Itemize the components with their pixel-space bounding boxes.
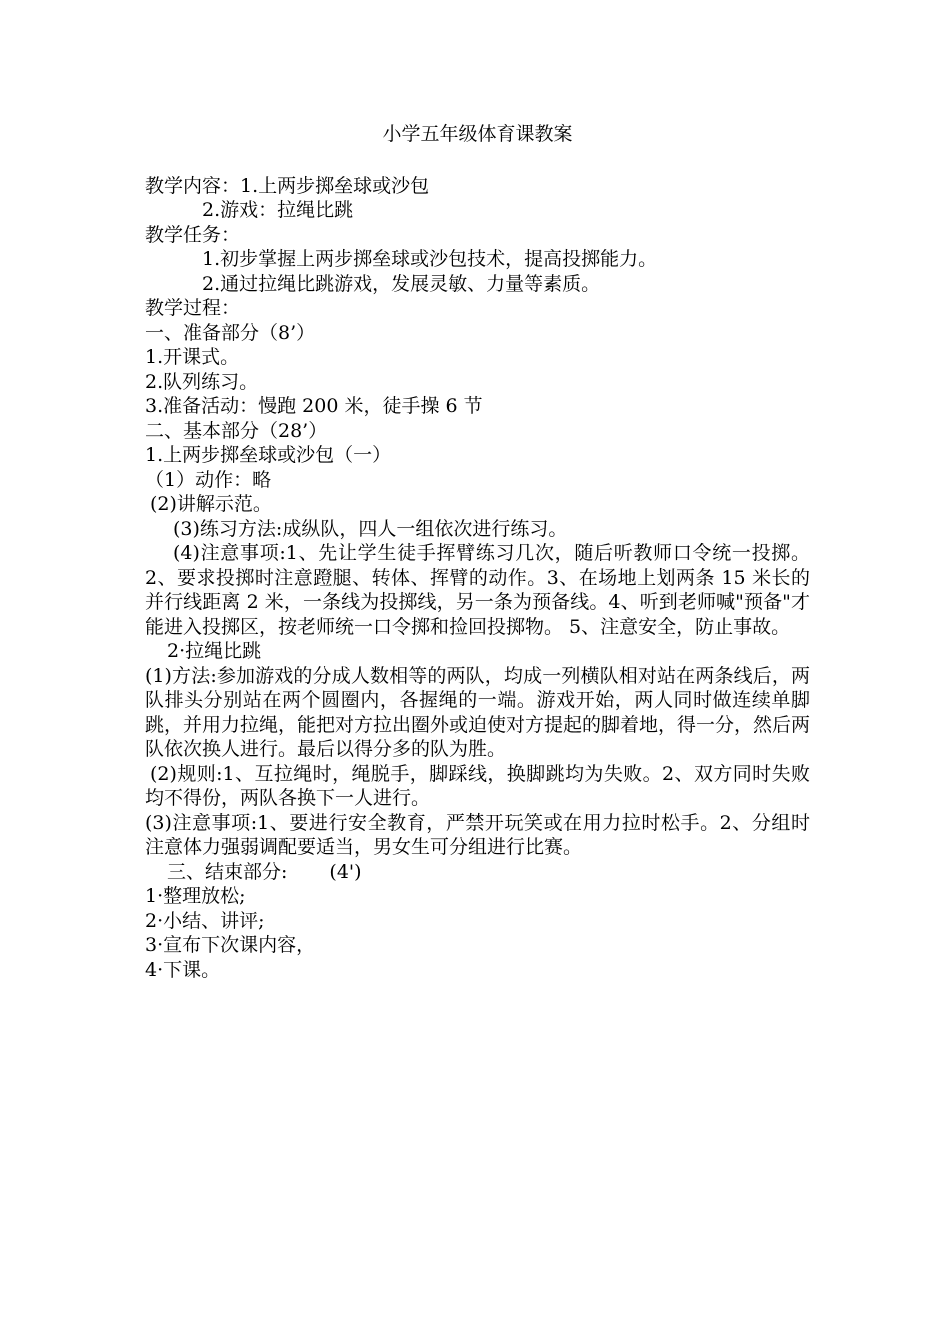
part2-sub1-b: (2)讲解示范。	[150, 493, 272, 515]
content-line-2: 2.游戏：拉绳比跳	[202, 199, 354, 221]
part2-sub1-d: (4)注意事项:1、先让学生徒手挥臂练习几次，随后听教师口令统一投掷。2、要求投掷时注意蹬腿、转体、挥臂的动作。3、在场地上划两条 15 米长的并行线距离 2 米，一条线为投掷线，另一条为预备线。4、听到老师喊"预备"才能进入投掷区，按老师统一口令掷和捡回投掷物。 5、注意安全，防止事故。	[145, 542, 810, 638]
part3-item-3: 3·宣布下次课内容，	[145, 934, 316, 956]
part2-sub2-heading: 2·拉绳比跳	[167, 640, 262, 662]
part1-heading: 一、准备部分（8’）	[145, 321, 316, 344]
part1-item-2: 2.队列练习。	[145, 370, 259, 393]
task-item-2: 2.通过拉绳比跳游戏，发展灵敏、力量等素质。	[202, 272, 601, 295]
part3-item-2: 2·小结、讲评;	[145, 909, 265, 932]
part3-item-1: 1·整理放松;	[145, 885, 246, 907]
part3-heading-line	[145, 860, 810, 885]
tasks-label: 教学任务：	[145, 223, 241, 246]
content-line-1: 教学内容：1.上两步掷垒球或沙包	[145, 174, 430, 197]
document-title: 小学五年级体育课教案	[382, 123, 573, 145]
process-label: 教学过程：	[145, 297, 241, 319]
part2-sub2-a: (1)方法:参加游戏的分成人数相等的两队，均成一列横队相对站在两条线后，两队排头分别站在两个圆圈内，各握绳的一端。游戏开始，两人同时做连续单脚跳，并用力拉绳，能把对方拉出圈外或迫使对方提起的脚着地，得一分，然后两队依次换人进行。最后以得分多的队为胜。	[145, 664, 811, 760]
part3-item-4: 4·下课。	[145, 958, 221, 981]
part1-item-1: 1.开课式。	[145, 346, 240, 368]
part2-sub1-c: (3)练习方法:成纵队，四人一组依次进行练习。	[173, 517, 568, 540]
part2-sub1-a: （1）动作：略	[145, 468, 272, 491]
part3-heading: 三、结束部分:	[167, 860, 288, 883]
lesson-plan-page	[145, 122, 810, 982]
part3-time: (4')	[329, 860, 362, 883]
task-item-1: 1.初步掌握上两步掷垒球或沙包技术，提高投掷能力。	[202, 248, 658, 270]
part2-sub1-heading: 1.上两步掷垒球或沙包（一）	[145, 444, 392, 466]
part2-heading: 二、基本部分（28’）	[145, 419, 328, 442]
part2-sub2-c: (3)注意事项:1、要进行安全教育，严禁开玩笑或在用力拉时松手。2、分组时注意体力强弱调配要适当，男女生可分组进行比赛。	[145, 811, 810, 858]
part1-item-3: 3.准备活动：慢跑 200 米，徒手操 6 节	[145, 395, 483, 417]
part2-sub2-b: (2)规则:1、互拉绳时，绳脱手，脚踩线，换脚跳均为失败。2、双方同时失败均不得份，两队各换下一人进行。	[145, 762, 810, 809]
